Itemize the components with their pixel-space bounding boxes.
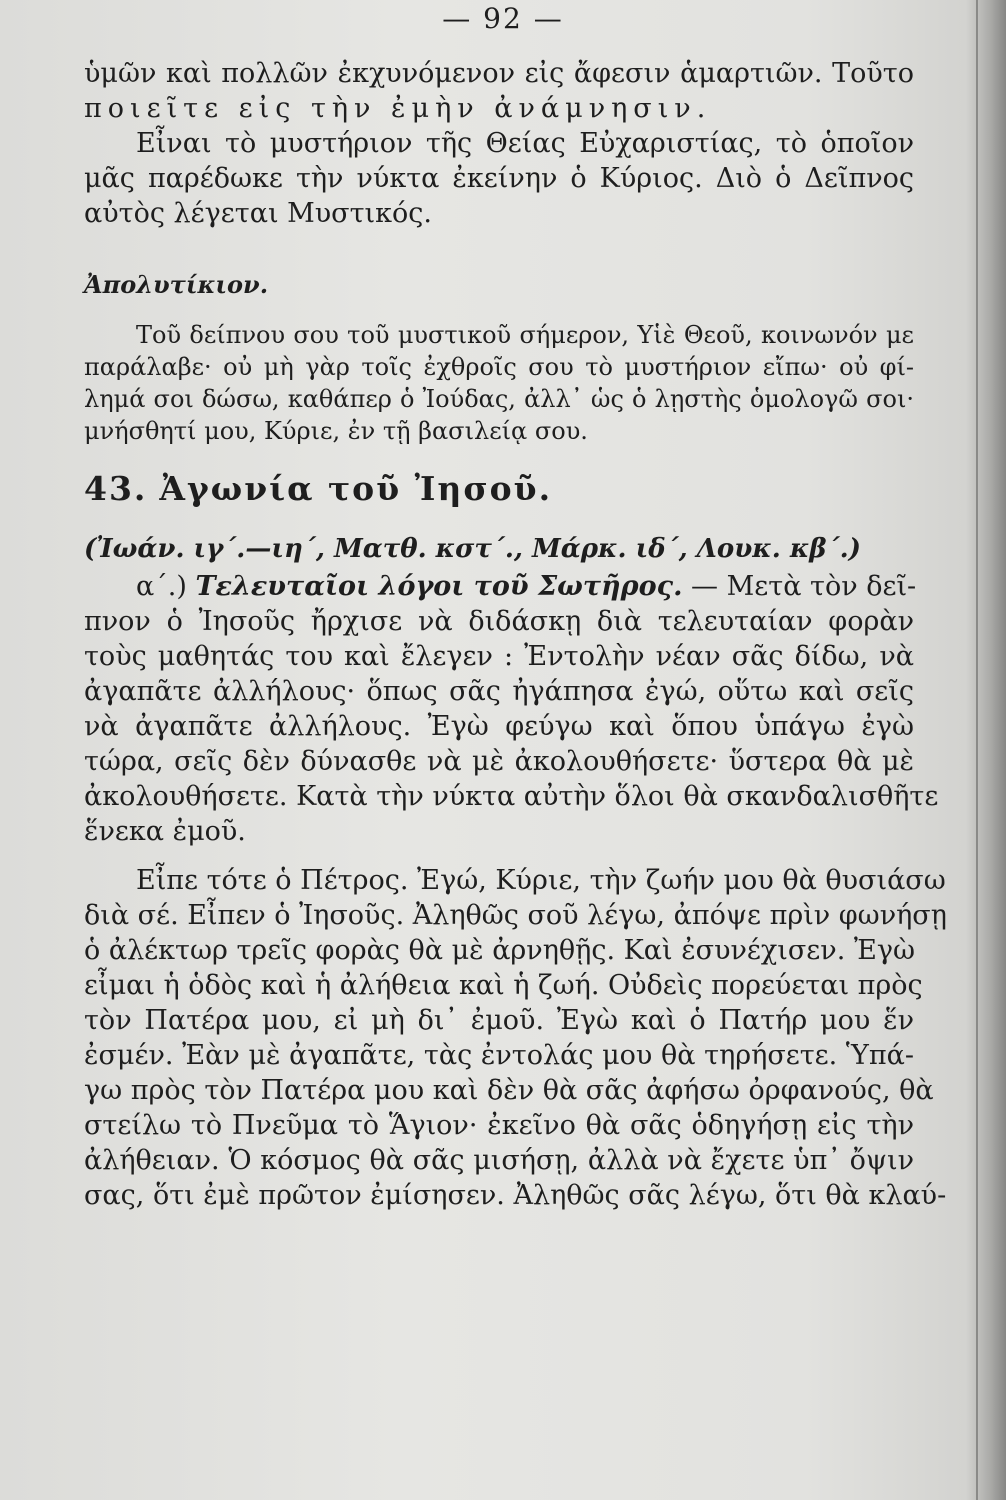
text-line: διὰ σέ. Εἶπεν ὁ Ἰησοῦς. Ἀληθῶς σοῦ λέγω, ἀπόψε πρὶν φωνήσῃ <box>84 900 947 931</box>
text-line: ὁ ἀλέκτωρ τρεῖς φορὰς θὰ μὲ ἀρνηθῇς. Καὶ ἐσυνέχισεν. Ἐγὼ <box>84 935 916 966</box>
paragraph-1 <box>84 569 939 849</box>
section-title: Ἀγωνία τοῦ Ἰησοῦ. <box>159 469 553 508</box>
text-line: ὑμῶν καὶ πολλῶν ἐκχυνόμενον εἰς ἄφεσιν ἁμαρτιῶν. Τοῦτο <box>84 58 914 89</box>
subsection-marker: α΄.) <box>136 571 187 602</box>
text-line: γω πρὸς τὸν Πατέρα μου καὶ δὲν θὰ σᾶς ἀφήσω ὀρφανούς, θὰ <box>84 1075 934 1106</box>
intro-paragraph <box>84 56 914 231</box>
text-line: μᾶς παρέδωκε τὴν νύκτα ἐκείνην ὁ Κύριος. Διὸ ὁ Δεῖπνος <box>84 163 914 194</box>
text-line: εἶμαι ἡ ὁδὸς καὶ ἡ ἀλήθεια καὶ ἡ ζωή. Οὐδεὶς πορεύεται πρὸς <box>84 970 923 1001</box>
text-fragment: — Μετὰ τὸν δεῖ- <box>682 571 917 602</box>
text-line: νὰ ἀγαπᾶτε ἀλλήλους. Ἐγὼ φεύγω καὶ ὅπου ὑπάγω ἐγὼ <box>84 711 914 742</box>
text-line: μνήσθητί μου, Κύριε, ἐν τῇ βασιλείᾳ σου. <box>84 417 588 445</box>
text-line <box>84 569 917 604</box>
paragraph-2 <box>84 863 947 1213</box>
page-number: — 92 — <box>442 2 564 35</box>
text-line: τοὺς μαθητάς του καὶ ἔλεγεν : Ἐντολὴν νέαν σᾶς δίδω, νὰ <box>84 641 914 672</box>
scripture-references: (Ἰωάν. ιγ΄.—ιη΄, Ματθ. κστ΄., Μάρκ. ιδ΄, Λουκ. κβ΄.) <box>84 534 861 564</box>
text-line: ἀκολουθήσετε. Κατὰ τὴν νύκτα αὐτὴν ὅλοι θὰ σκανδαλισθῆτε <box>84 781 939 812</box>
text-line: ἀγαπᾶτε ἀλλήλους· ὅπως σᾶς ἠγάπησα ἐγώ, οὕτω καὶ σεῖς <box>84 676 914 707</box>
apolytikion-heading: Ἀπολυτίκιον. <box>84 270 269 299</box>
text-line: ποιεῖτε εἰς τὴν ἐμὴν ἀνάμνησιν. <box>84 93 712 124</box>
text-line: πνον ὁ Ἰησοῦς ἤρχισε νὰ διδάσκῃ διὰ τελευταίαν φορὰν <box>84 606 914 637</box>
text-line: ἕνεκα ἐμοῦ. <box>84 816 246 847</box>
section-heading <box>84 467 914 511</box>
text-line: λημά σοι δώσω, καθάπερ ὁ Ἰούδας, ἀλλ᾽ ὡς ὁ λῃστὴς ὁμολογῶ σοι· <box>84 385 914 413</box>
apolytikion-text <box>84 319 914 447</box>
text-line: Εἶπε τότε ὁ Πέτρος. Ἐγώ, Κύριε, τὴν ζωήν μου θὰ θυσιάσω <box>136 865 946 896</box>
text-line: στείλω τὸ Πνεῦμα τὸ Ἅγιον· ἐκεῖνο θὰ σᾶς ὁδηγήσῃ εἰς τὴν <box>84 1110 914 1141</box>
subsection-title: Τελευταῖοι λόγοι τοῦ Σωτῆρος. <box>195 571 683 602</box>
section-number: 43. <box>84 469 148 508</box>
text-line: τὸν Πατέρα μου, εἰ μὴ δι᾽ ἐμοῦ. Ἐγὼ καὶ ὁ Πατήρ μου ἕν <box>84 1005 914 1036</box>
binding-shadow <box>966 0 1006 1500</box>
text-line: αὐτὸς λέγεται Μυστικός. <box>84 198 432 229</box>
text-line: Εἶναι τὸ μυστήριον τῆς Θείας Εὐχαριστίας, τὸ ὁποῖον <box>136 128 914 159</box>
binding-edge <box>976 0 978 1500</box>
text-line: Τοῦ δείπνου σου τοῦ μυστικοῦ σήμερον, Υἱὲ Θεοῦ, κοινωνόν με <box>136 321 914 349</box>
text-line: παράλαβε· οὐ μὴ γὰρ τοῖς ἐχθροῖς σου τὸ μυστήριον εἴπω· οὐ φί- <box>84 353 914 381</box>
text-line: σας, ὅτι ἐμὲ πρῶτον ἐμίσησεν. Ἀληθῶς σᾶς λέγω, ὅτι θὰ κλαύ- <box>84 1180 947 1211</box>
text-line: ἐσμέν. Ἐὰν μὲ ἀγαπᾶτε, τὰς ἐντολάς μου θὰ τηρήσετε. Ὑπά- <box>84 1040 914 1071</box>
page-content <box>84 56 947 1213</box>
text-line: τώρα, σεῖς δὲν δύνασθε νὰ μὲ ἀκολουθήσετε· ὕστερα θὰ μὲ <box>84 746 914 777</box>
text-line: ἀλήθειαν. Ὁ κόσμος θὰ σᾶς μισήσῃ, ἀλλὰ νὰ ἔχετε ὑπ᾽ ὄψιν <box>84 1145 914 1176</box>
